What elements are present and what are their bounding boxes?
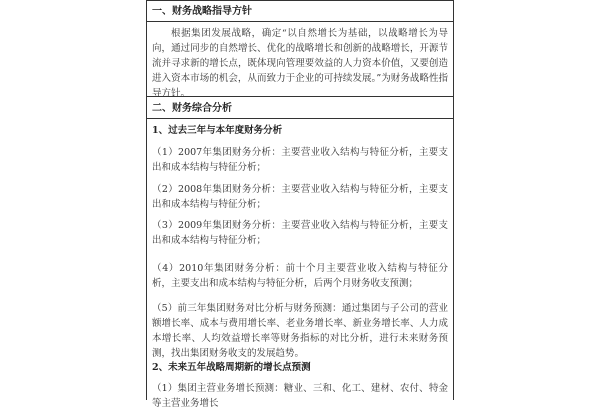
list-item-2009: （3）2009年集团财务分析：主要营业收入结构与特征分析，主要支出和成本结构与特征分析； [152, 220, 448, 246]
table-frame [146, 0, 454, 409]
list-item-2008: （2）2008年集团财务分析：主要营业收入结构与特征分析，主要支出和成本结构与特征分析； [152, 184, 448, 210]
subsection-1-title: 1、过去三年与本年度财务分析 [152, 125, 283, 136]
section-1-heading-rule [147, 21, 453, 22]
list-item-2007: （1）2007年集团财务分析：主要营业收入结构与特征分析，主要支出和成本结构与特征分析； [152, 147, 448, 173]
section-divider-rule [147, 96, 453, 97]
section-1-body: 根据集团发展战略，确定“以自然增长为基础，以战略增长为导向，通过同步的自然增长、优化的战略增长和创新的战略增长，开源节流并寻求新的增长点，既体现向管理要效益的人力资本价值，又要创造进入资本市场的机会，从而致力于企业的可持续发展。”为财务战略性指导方针。 [152, 28, 448, 99]
list-item-growth-forecast: （1）集团主营业务增长预测：糖业、三和、化工、建材、农付、特金等主营业务增长 [152, 383, 448, 409]
list-item-comparison: （5）前三年集团财务对比分析与财务预测：通过集团与子公司的营业额增长率、成本与费用增长率、老业务增长率、新业务增长率、人力成本增长率、人均效益增长率等财务指标的对比分析，进行未来财务预测，找出集团财务收支的发展趋势。 [152, 303, 448, 359]
table-top-rule [147, 0, 453, 1]
list-item-2010: （4）2010年集团财务分析：前十个月主要营业收入结构与特征分析，主要支出和成本结构与特征分析，后两个月财务收支预测； [152, 263, 448, 289]
section-1-heading: 一、财务战略指导方针 [152, 6, 252, 17]
section-2-heading: 二、财务综合分析 [152, 103, 232, 114]
subsection-2-title: 2、未来五年战略周期新的增长点预测 [152, 362, 311, 373]
section-2-heading-rule [147, 118, 453, 119]
